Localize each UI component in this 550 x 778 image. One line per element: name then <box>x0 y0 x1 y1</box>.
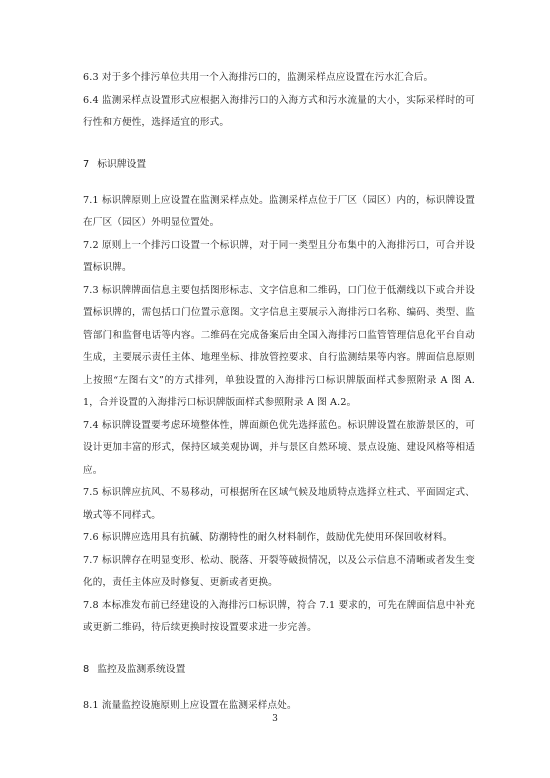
paragraph-8-1: 8.1 流量监控设施原则上应设置在监测采样点处。 <box>83 699 297 711</box>
paragraph-6-3: 6.3 对于多个排污单位共用一个入海排污口的，监测采样点应设置在污水汇合后。 <box>83 72 434 83</box>
section-7-heading <box>83 154 475 176</box>
paragraph-7-4: 7.4 标识牌设置要考虑环境整体性，牌面颜色优先选择蓝色。标识牌设置在旅游景区的，可设计更加丰富的形式，保持区域美观协调，并与景区自然环境、景点设施、建设风格等相适应。 <box>83 419 475 476</box>
spacer <box>83 681 475 695</box>
section-7-title: 标识牌设置 <box>97 158 147 170</box>
paragraph-7-5: 7.5 标识牌应抗风、不易移动，可根据所在区域气候及地质特点选择立柱式、平面固定式、墩式等不同样式。 <box>83 487 475 521</box>
spacer <box>83 176 475 190</box>
section-7-number: 7 <box>83 158 90 170</box>
paragraph-7-3: 7.3 标识牌牌面信息主要包括图形标志、文字信息和二维码，口门位于低潮线以下或合并设置标识牌的，需包括口门位置示意图。文字信息主要展示入海排污口名称、编码、类型、监管部门和监督电话等内容。二维码在完成备案后由全国入海排污口监管管理信息化平台自动生成，主要展示责任主体、地理坐标、排放管控要求、自行监测结果等内容。牌面信息原则上按照“左图右文”的方式排列，单独设置的入海排污口标识牌版面样式参照附录 A 图 A.1，合并设置的入海排污口标识牌版面样式参照附录 A 图 A.2。 <box>83 284 475 408</box>
paragraph-6-4: 6.4 监测采样点设置形式应根据入海排污口的入海方式和污水流量的大小，实际采样时的可行性和方便性，选择适宜的形式。 <box>83 94 475 128</box>
spacer <box>83 135 475 154</box>
paragraph-7-1: 7.1 标识牌原则上应设置在监测采样点处。监测采样点位于厂区（园区）内的，标识牌设置在厂区（园区）外明显位置处。 <box>83 194 475 228</box>
section-8-number: 8 <box>83 663 90 675</box>
page-content <box>83 67 475 717</box>
page-number: 3 <box>272 714 278 724</box>
section-8-heading <box>83 659 475 681</box>
paragraph-7-6: 7.6 标识牌应选用具有抗碱、防潮特性的耐久材料制作，鼓励优先使用环保回收材料。 <box>83 532 453 543</box>
paragraph-7-2: 7.2 原则上一个排污口设置一个标识牌，对于同一类型且分布集中的入海排污口，可合并设置标识牌。 <box>83 239 475 273</box>
section-8-title: 监控及监测系统设置 <box>97 663 186 675</box>
spacer <box>83 640 475 659</box>
paragraph-7-8: 7.8 本标准发布前已经建设的入海排污口标识牌，符合 7.1 要求的，可先在牌面信息中补充或更新二维码，待后续更换时按设置要求进一步完善。 <box>83 599 475 633</box>
paragraph-7-7: 7.7 标识牌存在明显变形、松动、脱落、开裂等破损情况，以及公示信息不清晰或者发生变化的，责任主体应及时修复、更新或者更换。 <box>83 554 475 588</box>
